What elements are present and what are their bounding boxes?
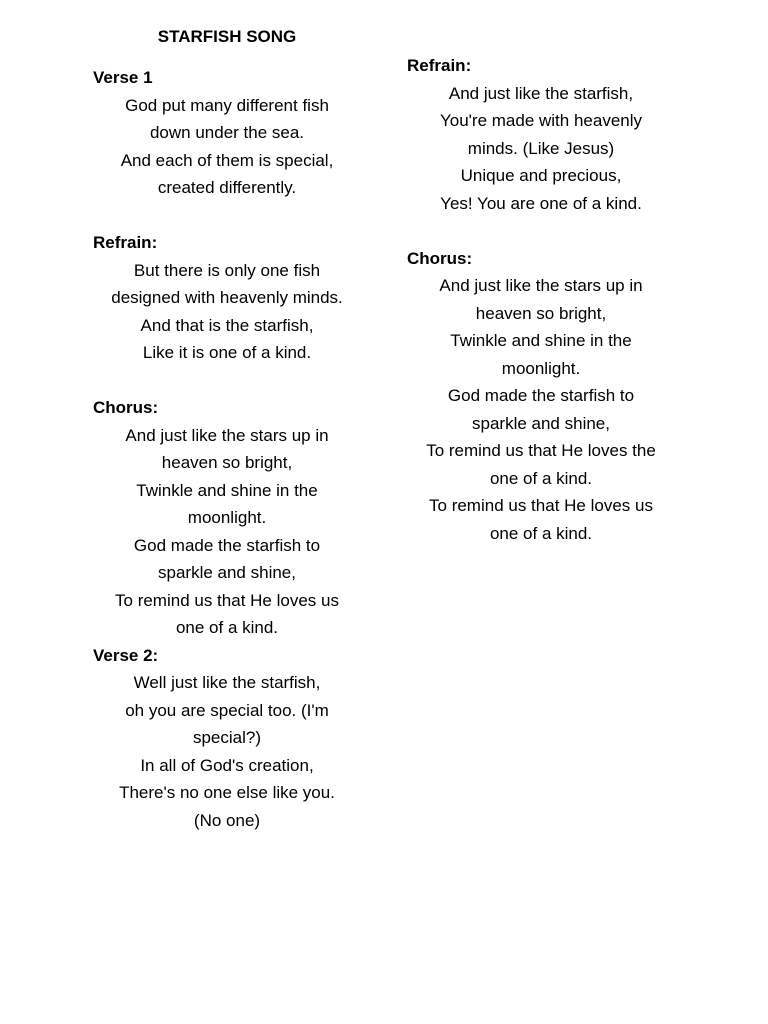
lyric-line: But there is only one fish bbox=[133, 260, 321, 280]
lyric-line: special?) bbox=[192, 728, 262, 747]
song-section bbox=[407, 245, 675, 548]
lyric-line: one of a kind. bbox=[489, 523, 593, 543]
section-heading: Chorus: bbox=[407, 248, 473, 268]
lyric-line: And that is the starfish, bbox=[140, 315, 314, 335]
song-title: STARFISH SONG bbox=[157, 27, 297, 46]
song-section bbox=[93, 642, 361, 835]
lyric-line: To remind us that He loves us bbox=[429, 496, 653, 515]
lyric-line: To remind us that He loves the bbox=[426, 441, 656, 460]
section-heading: Refrain: bbox=[407, 56, 472, 75]
song-section bbox=[93, 229, 361, 394]
lyric-line: heaven so bright, bbox=[161, 453, 293, 472]
lyric-line: Yes! You are one of a kind. bbox=[440, 193, 642, 213]
lyric-line: moonlight. bbox=[501, 358, 581, 378]
song-section bbox=[407, 52, 675, 245]
lyric-line: In all of God's creation, bbox=[140, 755, 314, 775]
right-column bbox=[407, 52, 675, 547]
lyric-lines bbox=[93, 92, 361, 202]
left-column bbox=[93, 64, 361, 834]
song-section bbox=[93, 394, 361, 642]
section-heading: Chorus: bbox=[93, 398, 159, 417]
lyric-line: God made the starfish to bbox=[133, 535, 321, 555]
lyric-line: There's no one else like you. bbox=[119, 783, 335, 802]
lyric-line: designed with heavenly minds. bbox=[111, 288, 343, 307]
lyric-line: And just like the stars up in bbox=[125, 425, 329, 445]
lyric-line: You're made with heavenly bbox=[439, 111, 643, 130]
lyric-line: heaven so bright, bbox=[475, 303, 607, 323]
lyric-line: Like it is one of a kind. bbox=[142, 343, 312, 362]
lyric-line: And each of them is special, bbox=[120, 150, 334, 170]
section-spacer bbox=[93, 367, 361, 395]
lyric-line: And just like the starfish, bbox=[448, 83, 634, 103]
lyric-line: minds. (Like Jesus) bbox=[467, 138, 615, 158]
lyric-line: one of a kind. bbox=[489, 468, 593, 488]
lyric-line: And just like the stars up in bbox=[439, 276, 643, 295]
section-heading: Refrain: bbox=[93, 233, 158, 252]
lyric-line: one of a kind. bbox=[175, 618, 279, 637]
lyric-line: moonlight. bbox=[187, 508, 267, 527]
lyric-line: God put many different fish bbox=[125, 95, 329, 115]
lyric-lines bbox=[93, 257, 361, 367]
section-heading: Verse 1 bbox=[93, 68, 153, 87]
lyric-line: Twinkle and shine in the bbox=[450, 331, 632, 350]
lyric-line: sparkle and shine, bbox=[472, 413, 610, 433]
lyric-lines bbox=[93, 422, 361, 642]
lyric-line: sparkle and shine, bbox=[158, 563, 296, 582]
section-heading: Verse 2: bbox=[93, 645, 159, 665]
lyric-line: Twinkle and shine in the bbox=[136, 480, 318, 500]
lyric-line: To remind us that He loves us bbox=[115, 590, 339, 610]
section-spacer bbox=[407, 217, 675, 245]
lyric-line: created differently. bbox=[157, 178, 297, 197]
lyric-lines bbox=[407, 272, 675, 547]
lyric-line: down under the sea. bbox=[149, 123, 305, 142]
lyric-line: Well just like the starfish, bbox=[133, 673, 321, 692]
lyric-line: God made the starfish to bbox=[447, 386, 635, 405]
song-section bbox=[93, 64, 361, 229]
lyric-line: Unique and precious, bbox=[460, 166, 622, 185]
lyric-line: (No one) bbox=[193, 810, 261, 830]
section-spacer bbox=[93, 202, 361, 230]
lyric-lines bbox=[407, 80, 675, 218]
lyric-lines bbox=[93, 669, 361, 834]
lyric-line: oh you are special too. (I'm bbox=[125, 700, 329, 720]
